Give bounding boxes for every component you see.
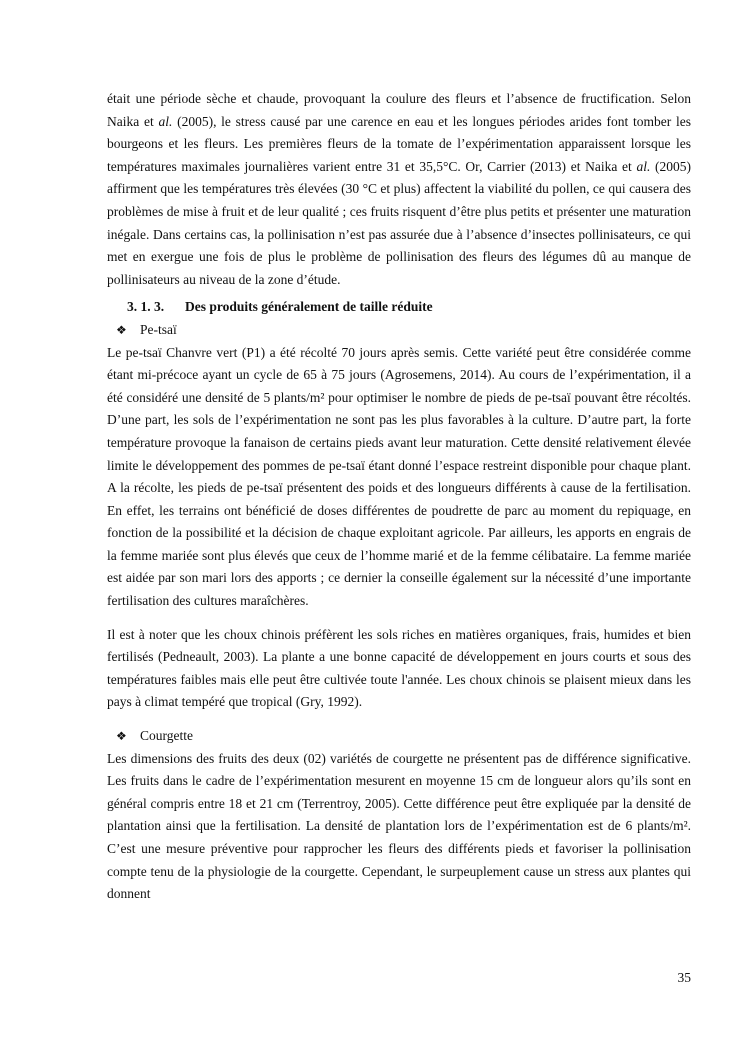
italic-run: al. <box>158 113 173 129</box>
bullet-label: Courgette <box>140 728 193 744</box>
paragraph-courgette: Les dimensions des fruits des deux (02) variétés de courgette ne présentent pas de différence significative. Les fruits dans le cadre de l’expérimentation mesurent en moyenne 15 cm de longueur alors qu’ils sont en général compris entre 18 et 21 cm (Terrentroy, 2005). Cette différence peut être expliquée par la densité de plantation ainsi que la fertilisation. La densité de plantation lors de l’expérimentation est de 6 plants/m². C’est une mesure préventive pour rapprocher les fleurs des différents pieds et favoriser la pollinisation compte tenu de la physiologie de la courgette. Cependant, le surpeuplement cause un stress aux plantes qui donnent <box>107 750 691 902</box>
italic-run: al. <box>636 158 651 174</box>
bullet-petsai <box>107 319 691 342</box>
section-heading <box>107 296 691 319</box>
text-run: (2005) affirment que les températures très élevées (30 °C et plus) affectent la viabilité du pollen, ce qui causera des problèmes de mise à fruit et de leur qualité ; ces fruits risquent d’être plus petits et présenter une maturation inégale. Dans certains cas, la pollinisation n’est pas assurée due à l’absence d’insectes pollinisateurs, ce qui met en exergue une fois de plus le problème de pollinisation des fleurs des légumes dû au manque de pollinisateurs au niveau de la zone d’étude. <box>107 158 691 287</box>
bullet-label: Pe-tsaï <box>140 321 177 337</box>
text-run: (2005), le stress causé par une carence en eau et les longues périodes arides font tomber les bourgeons et les fleurs. Les premières fleurs de la tomate de l’expérimentation apparaissent lorsque les températures maximales journalières varient entre 31 et 35,5°C. Or, Carrier (2013) et Naika et <box>107 113 691 174</box>
section-title: Des produits généralement de taille réduite <box>185 299 433 315</box>
diamond-bullet-icon: ❖ <box>116 322 127 337</box>
section-number: 3. 1. 3. <box>127 299 165 315</box>
paragraph-petsai: Le pe-tsaï Chanvre vert (P1) a été récolté 70 jours après semis. Cette variété peut être considérée comme étant mi-précoce ayant un cycle de 65 à 75 jours (Agrosemens, 2014). Au cours de l’expérimentation, il a été considéré une densité de 5 plants/m² pour optimiser le nombre de pieds de pe-tsaï pouvant être récoltés. D’une part, les sols de l’expérimentation ne sont pas les plus favorables à la culture. D’autre part, la forte température provoque la fanaison de certains pieds avant leur maturation. Cette densité relativement élevée limite le développement des pommes de pe-tsaï étant donné l’espace restreint disponible pour chaque plant. A la récolte, les pieds de pe-tsaï présentent des poids et des longueurs différents à cause de la fertilisation. En effet, les terrains ont bénéficié de doses différentes de poudrette de parc au moment du repiquage, en fonction de la possibilité et la décision de chaque exploitant agricole. Par ailleurs, les apports en engrais de la femme mariée sont plus élevés que ceux de l’homme marié et de la femme célibataire. La femme mariée est aidée par son mari lors des apports ; ce dernier la conseille également sur la nécessité d’une importante fertilisation des cultures maraîchères. <box>107 344 691 609</box>
document-page <box>107 88 691 906</box>
paragraph-choux: Il est à noter que les choux chinois préfèrent les sols riches en matières organiques, frais, humides et bien fertilisés (Pedneault, 2003). La plante a une bonne capacité de développement en jours courts et sous des températures faibles mais elle peut être cultivée toute l'année. Les choux chinois se plaisent mieux dans les pays à climat tempéré que tropical (Gry, 1992). <box>107 626 691 710</box>
diamond-bullet-icon: ❖ <box>116 729 127 744</box>
text-run: était une période sèche et chaude, provoquant la coulure des fleurs et l’absence de fructification. Selon Naika et <box>107 91 691 129</box>
paragraph-intro <box>107 88 691 291</box>
bullet-courgette <box>107 725 691 748</box>
page-number: 35 <box>677 970 691 985</box>
